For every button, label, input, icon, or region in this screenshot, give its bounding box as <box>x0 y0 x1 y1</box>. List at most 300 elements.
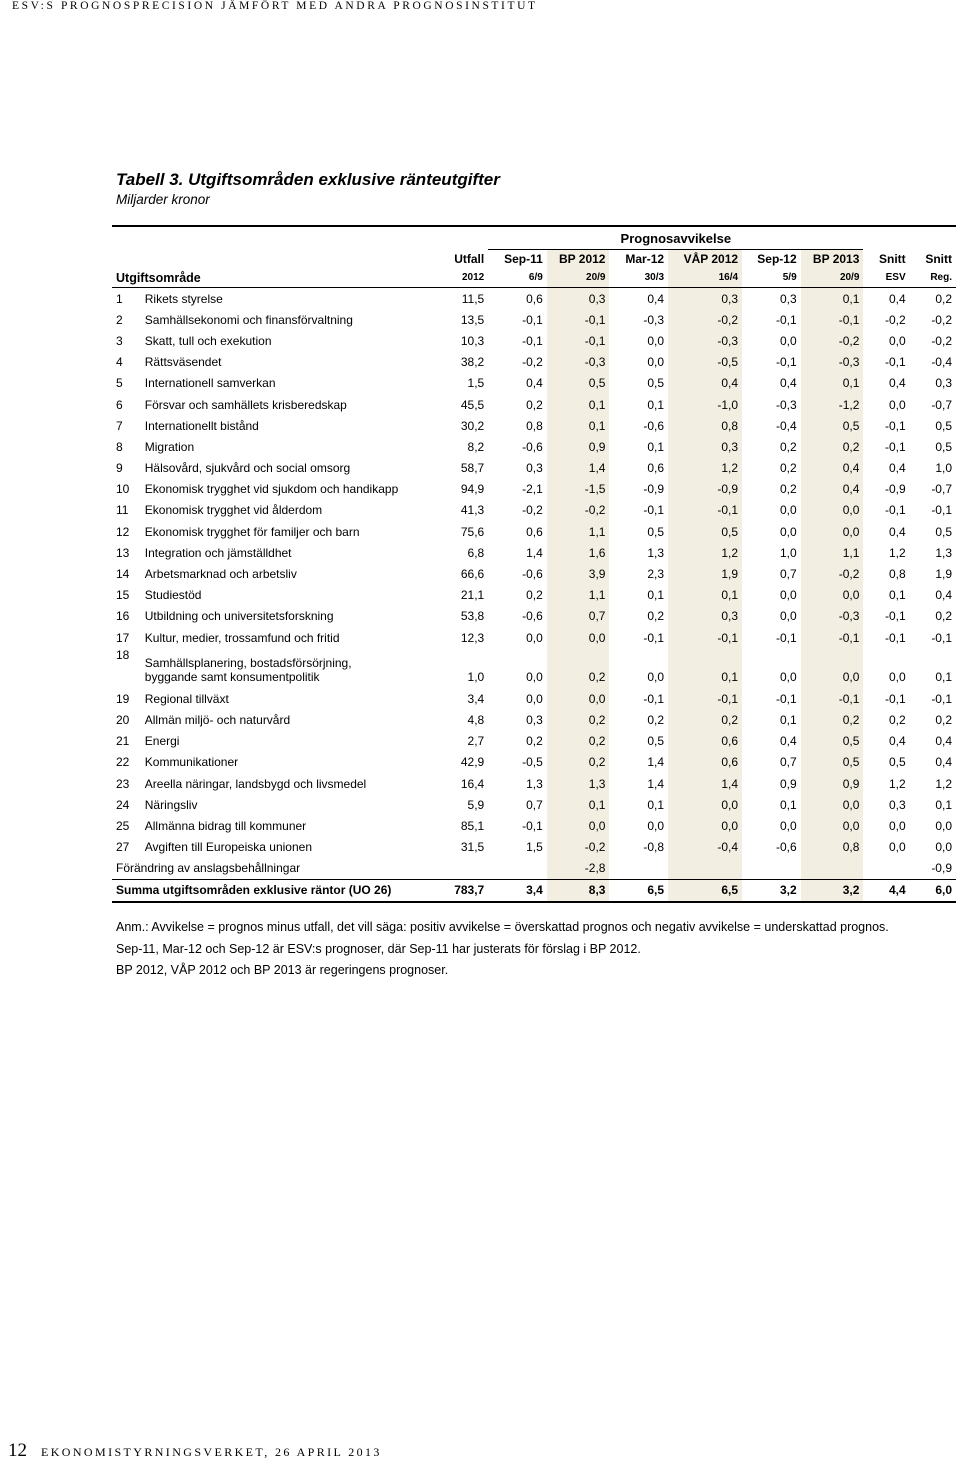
value-cell: 0,2 <box>547 648 610 688</box>
value-cell: -0,6 <box>522 567 543 582</box>
value-cell: 0,6 <box>526 524 543 539</box>
value-cell: 0,2 <box>801 709 864 730</box>
value-cell: 0,0 <box>647 333 665 348</box>
value-cell: 0,4 <box>935 734 952 749</box>
value-cell: 0,5 <box>801 752 864 773</box>
table-row <box>112 542 956 563</box>
value-cell: 0,0 <box>935 840 952 855</box>
value-cell: 1,2 <box>888 776 906 791</box>
row-number: 19 <box>116 691 130 706</box>
table-row <box>112 394 956 415</box>
value-cell: 85,1 <box>460 818 485 833</box>
value-cell: -0,1 <box>884 418 906 433</box>
value-cell: -0,3 <box>801 606 864 627</box>
value-cell: 0,3 <box>526 461 543 476</box>
value-cell: 94,9 <box>460 482 485 497</box>
row-number: 9 <box>116 461 123 476</box>
value-cell: 1,9 <box>668 563 742 584</box>
row-label: Ekonomisk trygghet vid ålderdom <box>144 503 323 518</box>
value-cell: 2,7 <box>467 734 485 749</box>
value-cell: 0,9 <box>779 776 797 791</box>
value-cell: 3,2 <box>742 879 801 902</box>
table-row <box>112 627 956 648</box>
value-cell: -0,2 <box>801 563 864 584</box>
row-number: 5 <box>116 376 123 391</box>
value-cell: -0,8 <box>643 840 665 855</box>
value-cell: 3,4 <box>488 879 547 902</box>
value-cell: 0,6 <box>668 731 742 752</box>
value-cell: -0,5 <box>668 352 742 373</box>
value-cell: -0,1 <box>801 309 864 330</box>
value-cell: 0,4 <box>888 291 906 306</box>
value-cell: 1,2 <box>668 458 742 479</box>
value-cell: -0,2 <box>931 333 952 348</box>
column-subheader: 16/4 <box>668 268 742 288</box>
value-cell: 3,4 <box>467 691 485 706</box>
value-cell: 0,5 <box>647 734 665 749</box>
value-cell: -2,8 <box>547 858 610 880</box>
row-label: Skatt, tull och exekution <box>144 333 272 348</box>
value-cell: 0,5 <box>801 731 864 752</box>
value-cell: 0,2 <box>526 588 543 603</box>
column-header: Sep-12 <box>757 252 797 266</box>
note-esv: Sep-11, Mar-12 och Sep-12 är ESV:s prognoser, där Sep-11 har justerats för förslag i BP 2012. <box>116 941 641 956</box>
value-cell: -0,1 <box>668 500 742 521</box>
column-subheader: ESV <box>863 268 909 288</box>
value-cell: 0,2 <box>526 734 543 749</box>
value-cell: 0,0 <box>526 670 543 685</box>
row-label: Samhällsekonomi och finansförvaltning <box>144 312 353 327</box>
value-cell: -0,2 <box>547 837 610 858</box>
value-cell: 0,0 <box>779 588 797 603</box>
value-cell: 0,4 <box>801 458 864 479</box>
value-cell: -0,1 <box>884 503 906 518</box>
value-cell: 6,5 <box>668 879 742 902</box>
value-cell: 0,0 <box>647 670 665 685</box>
row-label: Internationell samverkan <box>144 376 276 391</box>
value-cell: 1,3 <box>547 773 610 794</box>
value-cell: 0,2 <box>547 731 610 752</box>
table-row <box>112 752 956 773</box>
value-cell: 10,3 <box>460 333 485 348</box>
value-cell: 0,1 <box>801 373 864 394</box>
value-cell: 0,3 <box>668 436 742 457</box>
value-cell: 75,6 <box>460 524 485 539</box>
value-cell: 1,4 <box>647 776 665 791</box>
value-cell: 0,0 <box>779 670 797 685</box>
value-cell: 53,8 <box>460 609 485 624</box>
row-number: 16 <box>116 609 130 624</box>
row-number: 21 <box>116 734 130 749</box>
value-cell <box>742 858 801 880</box>
note-anm: Anm.: Avvikelse = prognos minus utfall, det vill säga: positiv avvikelse = överskattad prognos och negativ avvikelse = underskattad prognos. <box>116 920 889 934</box>
value-cell: 0,3 <box>526 712 543 727</box>
note-reg: BP 2012, VÅP 2012 och BP 2013 är regeringens prognoser. <box>116 963 449 977</box>
row-number: 3 <box>116 333 123 348</box>
value-cell: 0,7 <box>526 797 543 812</box>
value-cell: 0,5 <box>888 755 906 770</box>
value-cell: 6,0 <box>910 879 956 902</box>
value-cell: 38,2 <box>460 355 485 370</box>
value-cell: 45,5 <box>460 397 485 412</box>
value-cell: 0,5 <box>668 521 742 542</box>
value-cell: -0,1 <box>801 688 864 709</box>
table-row <box>112 479 956 500</box>
value-cell: 0,1 <box>547 794 610 815</box>
value-cell: 1,6 <box>547 542 610 563</box>
value-cell: 0,2 <box>668 709 742 730</box>
value-cell: 0,0 <box>801 648 864 688</box>
value-cell: 0,0 <box>779 524 797 539</box>
value-cell: 66,6 <box>460 567 485 582</box>
value-cell: 0,0 <box>647 818 665 833</box>
value-cell: 1,3 <box>935 545 952 560</box>
value-cell: -2,1 <box>522 482 543 497</box>
value-cell <box>668 858 742 880</box>
value-cell: 0,2 <box>935 291 952 306</box>
table-row <box>112 606 956 627</box>
value-cell: 8,3 <box>547 879 610 902</box>
value-cell: -0,1 <box>522 818 543 833</box>
value-cell: 0,4 <box>888 524 906 539</box>
row-label: Näringsliv <box>144 797 198 812</box>
value-cell: -0,1 <box>884 691 906 706</box>
row-label: Avgiften till Europeiska unionen <box>144 840 312 855</box>
value-cell: 1,3 <box>647 545 665 560</box>
value-cell: 1,4 <box>547 458 610 479</box>
value-cell: 1,2 <box>888 545 906 560</box>
row-number: 23 <box>116 776 130 791</box>
value-cell: 0,2 <box>779 461 797 476</box>
row-number: 7 <box>116 418 123 433</box>
value-cell <box>609 858 668 880</box>
value-cell: 0,3 <box>547 288 610 310</box>
forecast-table <box>112 228 956 903</box>
table-row <box>112 585 956 606</box>
row-number: 12 <box>116 524 130 539</box>
value-cell: 6,8 <box>467 545 485 560</box>
value-cell: 0,0 <box>801 815 864 836</box>
value-cell: 0,1 <box>801 288 864 310</box>
value-cell: 13,5 <box>460 312 485 327</box>
value-cell: 1,1 <box>801 542 864 563</box>
column-header: VÅP 2012 <box>668 250 742 269</box>
row-label: Rättsväsendet <box>144 355 222 370</box>
value-cell: 0,2 <box>647 712 665 727</box>
value-cell: 0,6 <box>647 461 665 476</box>
value-cell: -0,9 <box>931 861 952 876</box>
value-cell: 0,5 <box>801 415 864 436</box>
value-cell: 0,0 <box>547 688 610 709</box>
value-cell: 0,2 <box>935 609 952 624</box>
table-row <box>112 415 956 436</box>
value-cell: 0,1 <box>547 415 610 436</box>
value-cell: 0,7 <box>779 567 797 582</box>
value-cell: 0,0 <box>547 815 610 836</box>
value-cell: 0,5 <box>647 524 665 539</box>
row-label: Ekonomisk trygghet vid sjukdom och handikapp <box>144 482 399 497</box>
value-cell: 0,4 <box>888 461 906 476</box>
value-cell: 0,2 <box>779 439 797 454</box>
table-title: Tabell 3. Utgiftsområden exklusive ränteutgifter <box>116 170 500 189</box>
value-cell: 0,6 <box>526 291 543 306</box>
row-number: 27 <box>116 840 130 855</box>
row-number: 25 <box>116 818 130 833</box>
row-label: Kultur, medier, trossamfund och fritid <box>144 630 340 645</box>
table-row <box>112 352 956 373</box>
value-cell: -0,4 <box>775 418 797 433</box>
page-footer <box>8 1440 382 1462</box>
value-cell: -1,0 <box>668 394 742 415</box>
table-row <box>112 436 956 457</box>
value-cell: -0,7 <box>931 397 952 412</box>
value-cell: 0,0 <box>801 521 864 542</box>
value-cell: 1,5 <box>467 376 485 391</box>
value-cell: 0,0 <box>526 691 543 706</box>
value-cell: -0,1 <box>668 688 742 709</box>
value-cell: 0,0 <box>801 585 864 606</box>
value-cell: 0,3 <box>668 606 742 627</box>
column-subheader: 2012 <box>431 268 489 288</box>
table-row <box>112 709 956 730</box>
value-cell: -0,1 <box>547 309 610 330</box>
value-cell: 3,2 <box>801 879 864 902</box>
value-cell: 41,3 <box>460 503 485 518</box>
value-cell: 0,0 <box>779 503 797 518</box>
value-cell: 1,1 <box>547 521 610 542</box>
column-header: Utfall <box>454 251 485 266</box>
column-subheader: 6/9 <box>488 268 547 288</box>
value-cell: 0,0 <box>801 500 864 521</box>
value-cell: 0,4 <box>647 291 665 306</box>
table-row <box>112 288 956 310</box>
value-cell: 0,1 <box>779 712 797 727</box>
value-cell: -0,1 <box>801 627 864 648</box>
value-cell: -0,9 <box>668 479 742 500</box>
value-cell: -0,4 <box>931 355 952 370</box>
value-cell: -0,1 <box>522 312 543 327</box>
value-cell: 0,2 <box>526 397 543 412</box>
column-subheader: Reg. <box>910 268 956 288</box>
column-subheader: 20/9 <box>547 268 610 288</box>
value-cell: 1,4 <box>668 773 742 794</box>
table-subtitle: Miljarder kronor <box>116 192 210 207</box>
row-label <box>141 648 431 688</box>
value-cell: 8,2 <box>467 439 485 454</box>
column-header: BP 2012 <box>547 250 610 269</box>
value-cell: 0,1 <box>547 394 610 415</box>
value-cell: 12,3 <box>460 630 485 645</box>
value-cell: 1,0 <box>779 545 797 560</box>
value-cell: -0,3 <box>801 352 864 373</box>
value-cell: 0,0 <box>801 794 864 815</box>
value-cell: 1,2 <box>935 776 952 791</box>
value-cell: 2,3 <box>647 567 665 582</box>
value-cell: 0,0 <box>779 818 797 833</box>
value-cell: -0,1 <box>931 503 952 518</box>
value-cell: 0,9 <box>801 773 864 794</box>
value-cell: 0,7 <box>547 606 610 627</box>
value-cell: 0,1 <box>647 588 665 603</box>
column-subheader: 5/9 <box>742 268 801 288</box>
value-cell: 0,8 <box>668 415 742 436</box>
table-row <box>112 731 956 752</box>
row-label: Kommunikationer <box>144 755 239 770</box>
value-cell: 1,2 <box>668 542 742 563</box>
value-cell: -0,1 <box>884 439 906 454</box>
value-cell: -0,6 <box>522 609 543 624</box>
value-cell <box>863 858 909 880</box>
value-cell: 0,5 <box>647 376 665 391</box>
value-cell: -0,1 <box>884 609 906 624</box>
value-cell: 0,2 <box>935 712 952 727</box>
value-cell: 0,2 <box>801 436 864 457</box>
value-cell: 0,1 <box>935 670 952 685</box>
value-cell: -1,5 <box>547 479 610 500</box>
value-cell: 0,6 <box>668 752 742 773</box>
value-cell: -0,1 <box>775 630 797 645</box>
table-row <box>112 563 956 584</box>
row-number: 24 <box>116 797 130 812</box>
table-row <box>112 521 956 542</box>
value-cell: -0,1 <box>775 691 797 706</box>
value-cell: 11,5 <box>461 291 485 306</box>
column-header: Snitt <box>925 251 952 266</box>
row-number: 10 <box>116 482 130 497</box>
value-cell: 1,3 <box>526 776 543 791</box>
row-number: 1 <box>116 291 123 306</box>
table-row <box>112 458 956 479</box>
value-cell: 0,2 <box>547 709 610 730</box>
row-label-line1: Samhällsplanering, bostadsförsörjning, <box>144 656 352 671</box>
row-number: 4 <box>116 355 123 370</box>
value-cell: 0,0 <box>888 333 906 348</box>
value-cell: 0,2 <box>779 482 797 497</box>
value-cell: 1,0 <box>935 461 952 476</box>
value-cell: 16,4 <box>460 776 485 791</box>
row-label: Utbildning och universitetsforskning <box>144 609 334 624</box>
value-cell: 0,0 <box>888 397 906 412</box>
value-cell: -0,2 <box>522 503 543 518</box>
value-cell: 0,2 <box>647 609 665 624</box>
value-cell: 1,1 <box>547 585 610 606</box>
header-row-dates <box>112 268 956 288</box>
value-cell: 3,9 <box>547 563 610 584</box>
row-label: Internationellt bistånd <box>144 418 259 433</box>
table-row <box>112 837 956 858</box>
value-cell <box>431 858 489 880</box>
value-cell: 0,3 <box>668 288 742 310</box>
row-number: 11 <box>116 503 129 518</box>
value-cell: 5,9 <box>467 797 485 812</box>
value-cell: 0,4 <box>526 376 543 391</box>
table-row <box>112 648 956 688</box>
value-cell: 0,5 <box>935 524 952 539</box>
value-cell: 0,4 <box>888 376 906 391</box>
row-label: Migration <box>144 439 195 454</box>
value-cell <box>488 858 547 880</box>
value-cell: 0,2 <box>547 752 610 773</box>
value-cell: 0,8 <box>526 418 543 433</box>
value-cell: -0,1 <box>775 355 797 370</box>
value-cell: 1,0 <box>467 670 485 685</box>
row-label: Areella näringar, landsbygd och livsmedel <box>144 776 367 791</box>
change-row-label: Förändring av anslagsbehållningar <box>116 861 301 876</box>
table-body <box>112 288 956 903</box>
value-cell: -0,3 <box>775 397 797 412</box>
value-cell: 0,4 <box>935 588 952 603</box>
value-cell: -0,1 <box>931 630 952 645</box>
value-cell: 0,3 <box>779 291 797 306</box>
row-label: Integration och jämställdhet <box>144 545 292 560</box>
value-cell: 42,9 <box>460 755 485 770</box>
value-cell: 0,0 <box>668 794 742 815</box>
value-cell: -0,1 <box>884 630 906 645</box>
value-cell: -1,2 <box>801 394 864 415</box>
value-cell: -0,1 <box>522 333 543 348</box>
value-cell: -0,1 <box>931 691 952 706</box>
row-number: 6 <box>116 397 123 412</box>
value-cell: 0,4 <box>779 734 797 749</box>
value-cell: 6,5 <box>609 879 668 902</box>
row-number: 14 <box>116 567 130 582</box>
value-cell: -0,2 <box>547 500 610 521</box>
row-label: Regional tillväxt <box>144 691 229 706</box>
value-cell: 1,9 <box>935 567 952 582</box>
value-cell: -0,4 <box>668 837 742 858</box>
table-row <box>112 688 956 709</box>
value-cell: 0,8 <box>801 837 864 858</box>
value-cell: 0,5 <box>935 418 952 433</box>
page-number: 12 <box>8 1440 27 1461</box>
value-cell: 0,9 <box>547 436 610 457</box>
row-number: 18 <box>116 648 130 663</box>
value-cell: 0,4 <box>801 479 864 500</box>
value-cell: 0,0 <box>647 355 665 370</box>
value-cell <box>801 858 864 880</box>
row-label: Hälsovård, sjukvård och social omsorg <box>144 461 351 476</box>
value-cell: 1,4 <box>526 545 543 560</box>
row-number: 22 <box>116 755 130 770</box>
row-label: Rikets styrelse <box>144 291 223 306</box>
value-cell: 783,7 <box>431 879 489 902</box>
value-cell: -0,6 <box>522 439 543 454</box>
value-cell: 31,5 <box>460 840 485 855</box>
value-cell: 0,4 <box>888 734 906 749</box>
table-row <box>112 330 956 351</box>
table-row <box>112 815 956 836</box>
value-cell: -0,1 <box>643 691 665 706</box>
value-cell: 4,4 <box>863 879 909 902</box>
value-cell: 0,0 <box>668 815 742 836</box>
value-cell: 58,7 <box>460 461 485 476</box>
value-cell: 0,1 <box>668 648 742 688</box>
value-cell: -0,1 <box>775 312 797 327</box>
value-cell: 0,3 <box>888 797 906 812</box>
row-label: Ekonomisk trygghet för familjer och barn <box>144 524 360 539</box>
value-cell: -0,2 <box>522 355 543 370</box>
value-cell: -0,1 <box>884 355 906 370</box>
value-cell: 0,1 <box>668 585 742 606</box>
row-number: 13 <box>116 545 130 560</box>
value-cell: -0,2 <box>884 312 906 327</box>
value-cell: 0,4 <box>935 755 952 770</box>
table-row <box>112 373 956 394</box>
value-cell: 0,1 <box>935 797 952 812</box>
value-cell: -0,3 <box>668 330 742 351</box>
value-cell: 1,4 <box>647 755 665 770</box>
value-cell: 0,0 <box>888 818 906 833</box>
